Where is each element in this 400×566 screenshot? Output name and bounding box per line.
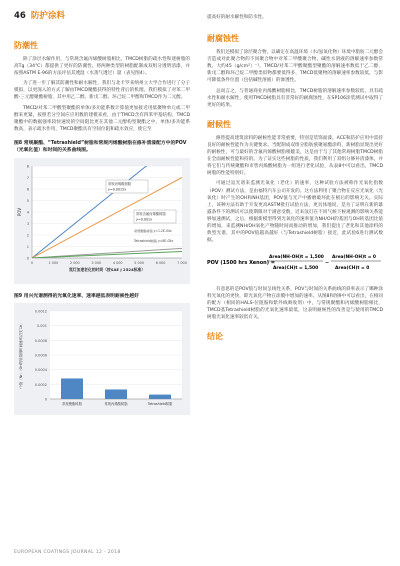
paragraph: 总而言之，与普通商业丙烯酸树脂相比，TMCD树脂的溶解速率参数较低，具有疏水性和耐水解性，使用TMCD树脂具有非常好的耐腐蚀性，在SP106涂装测试中取得了更好的结果。: [207, 88, 383, 108]
y-tick-label: 0.001: [36, 324, 47, 329]
journal-footer: EUROPEAN COATINGS JOURNAL 12 - 2018: [14, 550, 121, 555]
y-tick-label: 0: [26, 256, 29, 261]
paragraph: 我们还模拟了涂层聚合物，以确定在高温环境（水/氢氧化物）环境中脂肪二元醇会否造成对此聚合物的不同聚合物中对苯二甲酸聚合物、碱性水溶液的溶解速率参数常数，大约45（g/cm²）⁻¹。TMCD/对苯二甲酸聚酯型聚酯的溶解速率数低于乙二醇、新戊二醇和环己烷二甲醇类似物都要低得多，TMCD低聚物的溶解速率参数较低，与影可降低条件位置（包括碱性溶液）的渗透性。: [207, 50, 383, 84]
figure-9-caption: 图9 用兴光谱测得的光氧化速率、速率越低表明耐候性越好: [14, 293, 139, 299]
formula-num-1: Area(NH-OH)t = 1,500: [269, 255, 324, 261]
formula-num-2: Area(NH-OH)t = 0: [332, 255, 376, 261]
figure-8-caption: 图8 常规聚酯、“Tetrashield”树脂和常规丙烯酸树脂在修补清漆配方中的POV（光氧化值）和时间的关系曲线图。: [14, 140, 187, 153]
heading-moisture-resistance: 防潮性: [14, 41, 38, 50]
label-box-polyester: 常规聚酯树脂 y=1.2E-04x: [134, 228, 172, 233]
x-tick-label: 6 000: [155, 260, 166, 265]
y-axis-label: 中值（Nr）（OH的转量即时间速率/氙灯1h）: [19, 321, 23, 389]
paragraph: 可通过氙光谱来监测光氧化（老化）的速率，这种试验方法被称作光氧化指数（POV）测试方法，是由福特汽车公司开发的。这方法利用了聚合物在反应光氧化（光氧化）时产生的OH和NH基团，POV值与光产中播磨破坏此在极后的影响无关。实际上，该种方法有助于开发更高ASTM批打试验方法，更具体地说，是为了证明在新的暴露条件下的测试可以使期限对于满意受数，近来氙灯在不同气候下候观测的影响关系能够加速测试，之后，根据新模型得到光氧化的速率值为NH/OH的基团与OH转基团比值的增加，来监测NH/OH氧化产物随时间而推动的增加，我们提出了老化和其他涂料的典型光谱，其中的POV值越高越好（与Tetrashield树脂）接近，此试验6进行测试数据。: [207, 181, 383, 244]
y-tick-label: 0.0008: [34, 339, 47, 344]
figure-9-chart: [14, 303, 190, 415]
x-axis-label: 氙灯加速老化的时间（按SAE J 2524标准）: [68, 266, 146, 272]
label-box-tetrashield: Tetrashield树脂 y=8E-05x: [134, 238, 174, 243]
bar: [105, 390, 127, 400]
label-box-title: 常规含氟丙烯酸树脂: [136, 211, 166, 216]
y-tick-label: 0.0004: [34, 368, 47, 373]
y-tick-label: 6: [26, 187, 29, 192]
bar: [149, 395, 171, 399]
page-number: 46: [14, 11, 26, 21]
formula-den-2: Area(CH)t = 0: [335, 266, 370, 272]
y-tick-label: 8: [26, 164, 29, 169]
heading-hydrolysis-resistance: 耐腐蚀性: [207, 34, 239, 44]
heading-conclusion: 结论: [207, 332, 223, 342]
label-box-title: 常规丙烯酸树脂: [108, 181, 132, 186]
category-label: 常规聚酯树脂: [62, 402, 82, 407]
section-title: 防护涂料: [30, 11, 65, 21]
category-label: 常规丙烯酸树脂: [104, 402, 128, 407]
paragraph: 修替提高建筑涂料的耐候性能非常重要，特别是装饰面漆。ACE和防护应用中需持良好的耐候性能作为关键要求。当配制成双组分脂肪族聚氨酯涂料，新树脂显现出更好的耐候性，可与最好的含氟丙烯酸树脂相媲美，这是由于与了其他常规树脂TMCD树脂在全面耐候性能和持的。为了证实这些树脂的性质，我们利用了双组分修补清漆体，并将它们与传统聚酯和市售丙烯酸树脂为一组进行老化试验，从表8中可以看出，TMCD树脂的性能特别好。: [207, 135, 383, 177]
pov-formula: [207, 250, 383, 274]
y-tick-label: 3: [26, 221, 29, 226]
x-tick-label: 2 000: [69, 260, 80, 265]
x-tick-label: 1 000: [48, 260, 59, 265]
y-tick-label: 5: [26, 198, 29, 203]
x-tick-label: 5 000: [134, 260, 145, 265]
formula-minus: −: [325, 260, 330, 267]
formula-den-1: Area(CH)t = 1,500: [273, 266, 319, 272]
y-tick-label: 0: [44, 397, 47, 402]
y-tick-label: 0.0002: [34, 383, 47, 388]
y-tick-label: 7: [26, 175, 29, 180]
y-tick-label: 2: [26, 233, 29, 238]
x-tick-label: 0: [30, 260, 34, 265]
category-label: Tetrashield树脂: [147, 402, 173, 407]
page-header: [14, 9, 65, 21]
bar: [61, 379, 83, 400]
paragraph: 有意思的是POV值与时间呈线性关系，POV与时间的关系曲线的斜率表示了哪种涂料光氧化的更快，即光氧化产物在涂膜中增加的速率。从图8和图9中可以看出，在相同的配方（相同的HALS-位阻胺和紫外线吸收剂）中，与常规聚酯和丙烯酸树脂相比，TMCD基Tetrashield树脂的光氧化速率最低，这表明耐候性的改善是与使用的TMCD树脂光氧化速率较低有关。: [207, 286, 383, 321]
right-column: [207, 14, 383, 347]
y-tick-label: 4: [26, 210, 29, 215]
paragraph: 为了进一步了解其防潮性和耐水解性，我们与北卡罗来纳州立大学合作进行了分子模拟，以更深入的方式了解由TMCD聚酯获得的特性背后的机理。我们模拟了对苯二甲酸-三元醇聚酯树脂，其中用乙二醇、新戊二醇、环己烷二甲醇和TMCD作为二元醇。: [14, 81, 190, 101]
y-tick-label: 1: [26, 244, 29, 249]
label-box-equation: y=0.001x: [136, 217, 153, 222]
left-column: [14, 36, 190, 415]
paragraph: 提高好的耐水解性和防水性。: [207, 15, 267, 20]
figure-8-chart: [14, 158, 190, 284]
x-tick-label: 4 000: [112, 260, 123, 265]
pov-line-chart: [14, 158, 190, 284]
paragraph: 除了涂层水解作用，与常规含氟丙烯酸树脂相比，TMCD树脂的疏水性和迷树脂的高Tg（34℃）都提供了更好的防潮性。将两种类型的树脂配制成双组分透明清漆，并按照ASTM E-96的方法评估其透湿（水蒸气透过）量（表见图4）。: [14, 57, 190, 77]
y-axis-label: POV: [17, 207, 22, 216]
label-box-equation: y=0.0015x: [108, 187, 127, 192]
heading-weathering: 耐候性: [207, 119, 231, 129]
formula-lhs: POV (1500 hrs Xenon) =: [207, 260, 275, 267]
y-tick-label: 0.0012: [34, 309, 47, 314]
x-tick-label: 7 000: [177, 260, 187, 265]
x-tick-label: 3 000: [91, 260, 102, 265]
photooxidation-rate-bar-chart: [14, 303, 190, 415]
pov-equation: [207, 250, 383, 278]
paragraph: TMCD/对苯二甲酸型聚酯的单体/多功能系数计算值更加接近用低聚物单元或二甲醇来更紧。按照若分空间应应用数的建模来看，由于TMCD含有四苯甲基结构，TMCD聚酯中的数据强率较快速度的空间阻比更在其他二元醇构型聚酯之中，单体/多功能系数高，表示疏水作用，TMCD聚酯具有空间位阻和疏水效应，使它至: [14, 105, 190, 132]
y-tick-label: 0.0006: [34, 353, 47, 358]
